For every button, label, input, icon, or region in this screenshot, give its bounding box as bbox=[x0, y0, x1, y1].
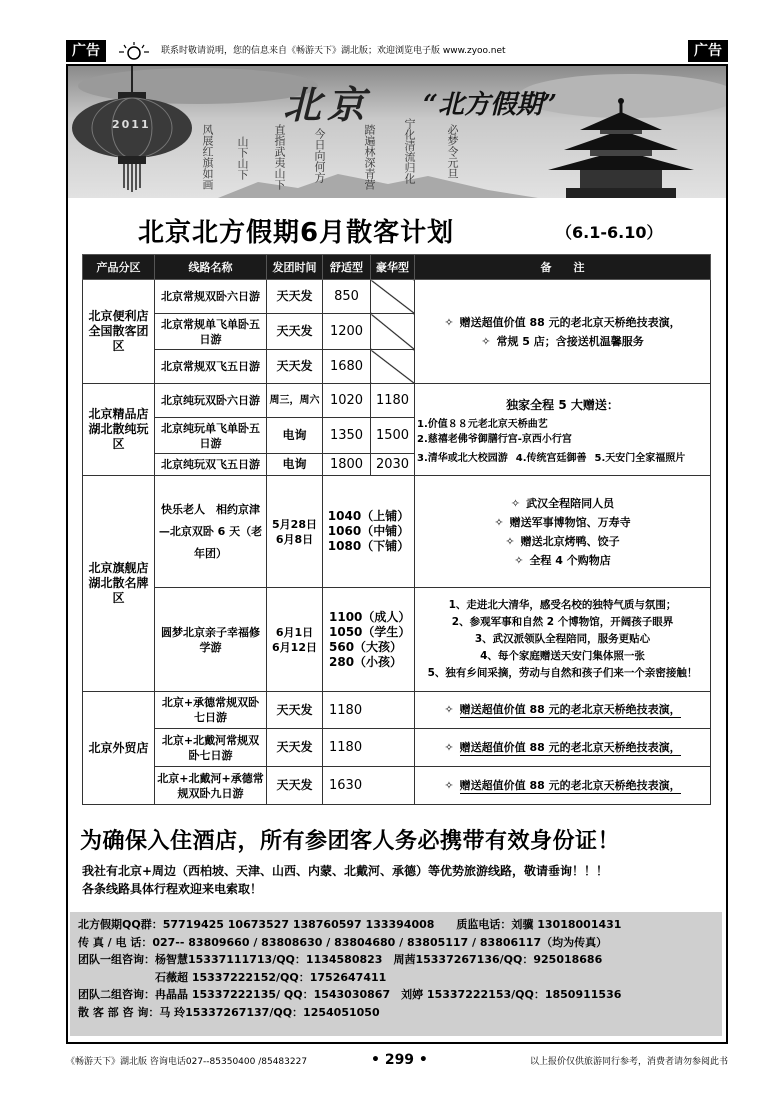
promo-line: 我社有北京+周边（西柏坡、天津、山西、内蒙、北戴河、承德）等优势旅游线路，敬请垂询！！！ bbox=[82, 864, 609, 878]
diamond-icon: ✧ bbox=[514, 553, 524, 567]
note-text: 赠送超值价值 88 元的老北京天桥绝技表演， bbox=[459, 778, 681, 792]
route-cell: 圆梦北京亲子幸福修学游 bbox=[155, 588, 267, 692]
note-cell bbox=[415, 767, 711, 805]
page-frame bbox=[66, 64, 728, 1044]
comfort-price: 850 bbox=[323, 280, 371, 314]
diamond-icon: ✧ bbox=[444, 315, 454, 329]
luxury-price: 2030 bbox=[371, 454, 415, 476]
page-title: 北京北方假期6月散客计划 bbox=[138, 218, 455, 248]
top-note: 联系时敬请说明，您的信息来自《畅游天下》湖北版；欢迎浏览电子版 www.zyoo.net bbox=[161, 46, 506, 56]
gift-item: 4.传统宫廷御善 bbox=[515, 452, 587, 464]
departure-cell: 天天发 bbox=[267, 767, 323, 805]
gift-item: 2.慈禧老佛爷御膳行宫-京西小行宫 bbox=[417, 433, 572, 445]
comfort-price: 1200 bbox=[323, 314, 371, 350]
route-cell: 北京常规单飞单卧五日游 bbox=[155, 314, 267, 350]
column-header: 舒适型 bbox=[323, 255, 371, 280]
route-cell: 快乐老人 相约京津 —北京双卧 6 天（老年团） bbox=[155, 476, 267, 588]
contact-box bbox=[70, 912, 722, 1036]
note-text: 3、武汉派领队全程陪同，服务更贴心 bbox=[474, 633, 651, 645]
diamond-icon: ✧ bbox=[481, 334, 491, 348]
column-header: 发团时间 bbox=[267, 255, 323, 280]
route-cell: 北京+承德常规双卧七日游 bbox=[155, 692, 267, 729]
footer-right: 以上报价仅供旅游同行参考，消费者请勿参阅此书 bbox=[529, 1057, 728, 1067]
comfort-price: 1350 bbox=[323, 418, 371, 454]
diamond-icon: ✧ bbox=[444, 740, 454, 754]
departure-cell: 天天发 bbox=[267, 350, 323, 384]
comfort-price: 1040（上铺） 1060（中铺） 1080（下铺） bbox=[323, 476, 415, 588]
luxury-price: 1500 bbox=[371, 418, 415, 454]
gift-item: 3.清华或北大校园游 bbox=[417, 452, 508, 464]
note-text: 武汉全程陪同人员 bbox=[526, 496, 615, 510]
route-cell: 北京纯玩双飞五日游 bbox=[155, 454, 267, 476]
ad-tag-right: 广告 bbox=[688, 40, 728, 62]
table-row bbox=[83, 476, 711, 588]
table-row bbox=[83, 280, 711, 314]
contact-line: 团队一组咨询：杨智慧15337111713/QQ：1134580823 周茜15337267136/QQ：925018686 bbox=[78, 953, 603, 966]
comfort-price: 1180 bbox=[323, 692, 415, 729]
contact-line: 石薇超 15337222152/QQ：1752647411 bbox=[78, 970, 387, 984]
column-header: 豪华型 bbox=[371, 255, 415, 280]
departure-cell: 电询 bbox=[267, 454, 323, 476]
departure-cell: 天天发 bbox=[267, 692, 323, 729]
table-row bbox=[83, 692, 711, 729]
departure-cell: 周三，周六 bbox=[267, 384, 323, 418]
id-warning: 为确保入住酒店，所有参团客人务必携带有效身份证！ bbox=[80, 829, 621, 854]
contact-line: 北方假期QQ群：57719425 10673527 138760597 133394008 质监电话：刘骥 13018001431 bbox=[78, 918, 622, 931]
table-row bbox=[83, 767, 711, 805]
note-text: 赠送超值价值 88 元的老北京天桥绝技表演， bbox=[459, 703, 681, 716]
departure-cell: 电询 bbox=[267, 418, 323, 454]
banner-title: 北京 bbox=[283, 82, 372, 127]
note-text: 赠送超值价值 88 元的老北京天桥绝技表演， bbox=[459, 315, 681, 329]
banner-illustration bbox=[68, 66, 726, 198]
comfort-price: 1680 bbox=[323, 350, 371, 384]
poem-line: 今日向何方 bbox=[313, 128, 326, 183]
poem-line: 宁化清流归化 bbox=[403, 118, 416, 184]
luxury-price: 1180 bbox=[371, 384, 415, 418]
gift-item: 1.价值８８元老北京天桥曲艺 bbox=[417, 418, 548, 430]
poem-line: 山下山下 bbox=[236, 136, 249, 180]
note-cell bbox=[415, 729, 711, 767]
note-cell bbox=[415, 280, 711, 384]
note-text: 赠送超值价值 88 元的老北京天桥绝技表演， bbox=[459, 740, 681, 754]
route-cell: 北京+北戴河+承德常规双卧九日游 bbox=[155, 767, 267, 805]
note-cell bbox=[415, 384, 711, 476]
table-row bbox=[83, 729, 711, 767]
comfort-price: 1630 bbox=[323, 767, 415, 805]
banner bbox=[68, 66, 726, 198]
top-bar bbox=[66, 40, 728, 62]
luxury-price-empty bbox=[371, 314, 415, 350]
luxury-price-empty bbox=[371, 350, 415, 384]
note-text: 赠送军事博物馆、万寿寺 bbox=[509, 515, 631, 529]
note-text: 5、独有乡间采摘，劳动与自然和孩子们来一个亲密接触！ bbox=[427, 667, 698, 679]
footer-left: 《畅游天下》湖北版 咨询电话027--85350400 /85483227 bbox=[66, 1057, 308, 1067]
page-footer bbox=[66, 1052, 728, 1068]
ad-tag-left: 广告 bbox=[66, 40, 106, 62]
contact-line: 散 客 部 咨 询：马 玲15337267137/QQ：1254051050 bbox=[78, 1005, 380, 1019]
contact-line: 团队二组咨询：冉晶晶 15337222135/ QQ：1543030867 刘婷 15337222153/QQ：1850911536 bbox=[78, 988, 622, 1001]
note-cell bbox=[415, 692, 711, 729]
sun-logo-icon bbox=[116, 41, 152, 61]
table-row bbox=[83, 384, 711, 418]
departure-cell: 天天发 bbox=[267, 314, 323, 350]
departure-cell: 天天发 bbox=[267, 280, 323, 314]
banner-subtitle: “北方假期” bbox=[423, 90, 557, 120]
note-cell bbox=[415, 588, 711, 692]
luxury-price-empty bbox=[371, 280, 415, 314]
comfort-price: 1100（成人） 1050（学生） 560（大孩） 280（小孩） bbox=[323, 588, 415, 692]
tour-plan-table bbox=[82, 254, 711, 805]
diamond-icon: ✧ bbox=[505, 534, 515, 548]
route-cell: 北京常规双飞五日游 bbox=[155, 350, 267, 384]
poem-line: 风展红旗如画 bbox=[201, 124, 214, 190]
route-cell: 北京+北戴河常规双卧七日游 bbox=[155, 729, 267, 767]
note-text: 4、每个家庭赠送天安门集体照一张 bbox=[480, 650, 645, 662]
note-cell bbox=[415, 476, 711, 588]
note-text: 赠送北京烤鸭、饺子 bbox=[520, 534, 620, 548]
diamond-icon: ✧ bbox=[444, 703, 454, 716]
column-header: 产品分区 bbox=[83, 255, 155, 280]
comfort-price: 1800 bbox=[323, 454, 371, 476]
poem-line: 踏遍林深青营 bbox=[363, 124, 376, 190]
column-header: 线路名称 bbox=[155, 255, 267, 280]
diamond-icon: ✧ bbox=[444, 778, 454, 792]
table-row bbox=[83, 588, 711, 692]
page-number: • 299 • bbox=[371, 1052, 428, 1068]
comfort-price: 1020 bbox=[323, 384, 371, 418]
departure-cell: 6月1日 6月12日 bbox=[267, 588, 323, 692]
note-text: 1、走进北大清华，感受名校的独特气质与氛围； bbox=[448, 599, 677, 611]
category-cell: 北京精品店 湖北散纯玩区 bbox=[83, 384, 155, 476]
promo-text bbox=[82, 862, 608, 898]
category-cell: 北京便利店 全国散客团区 bbox=[83, 280, 155, 384]
comfort-price: 1180 bbox=[323, 729, 415, 767]
contact-line: 传 真 / 电 话：027-- 83809660 / 83808630 / 83804680 / 83805117 / 83806117（均为传真） bbox=[78, 935, 608, 949]
note-text: 常规 5 店；含接送机温馨服务 bbox=[496, 334, 644, 348]
promo-line: 各条线路具体行程欢迎来电索取！ bbox=[82, 882, 263, 896]
departure-cell: 5月28日 6月8日 bbox=[267, 476, 323, 588]
category-cell: 北京外贸店 bbox=[83, 692, 155, 805]
diamond-icon: ✧ bbox=[494, 515, 504, 529]
route-cell: 北京常规双卧六日游 bbox=[155, 280, 267, 314]
column-header: 备 注 bbox=[415, 255, 711, 280]
route-cell: 北京纯玩单飞单卧五日游 bbox=[155, 418, 267, 454]
lantern-year: 2011 bbox=[112, 118, 151, 131]
note-text: 2、参观军事和自然 2 个博物馆，开阔孩子眼界 bbox=[451, 616, 674, 628]
note-text: 全程 4 个购物店 bbox=[529, 553, 611, 567]
table-header bbox=[83, 255, 711, 280]
note-title: 独家全程 5 大赠送： bbox=[506, 397, 619, 412]
route-cell: 北京纯玩双卧六日游 bbox=[155, 384, 267, 418]
category-cell: 北京旗舰店 湖北散名牌区 bbox=[83, 476, 155, 692]
poem-line: 直指武夷山下 bbox=[273, 124, 286, 190]
departure-cell: 天天发 bbox=[267, 729, 323, 767]
diamond-icon: ✧ bbox=[510, 496, 521, 510]
gift-item: 5.天安门全家福照片 bbox=[594, 452, 686, 464]
poem-line: 必梦令元旦 bbox=[446, 124, 459, 179]
date-range: （6.1-6.10） bbox=[556, 223, 663, 242]
